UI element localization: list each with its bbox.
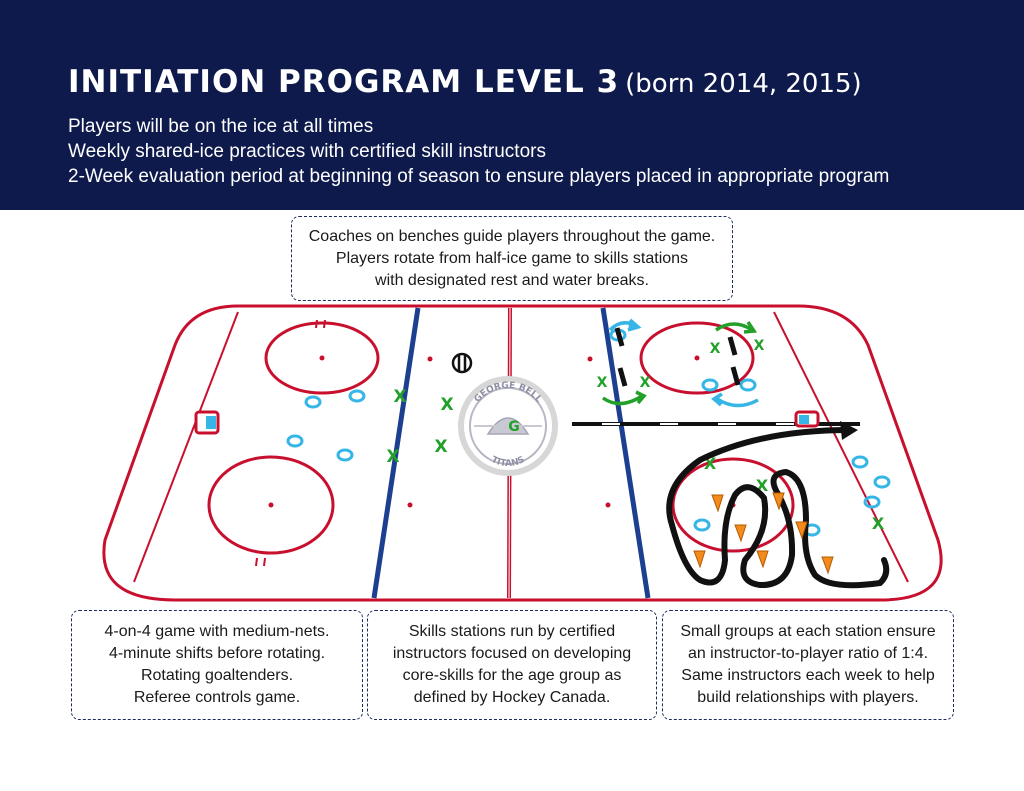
- center-player-marker: G: [508, 419, 520, 435]
- callout-line: build relationships with players.: [697, 689, 919, 706]
- logo-top-text: GEORGE BELL: [472, 380, 544, 405]
- callout-line: 4-on-4 game with medium-nets.: [104, 623, 330, 640]
- net-right-crease: [799, 415, 809, 424]
- player-x: X: [440, 395, 454, 415]
- player-x: X: [596, 375, 608, 391]
- callout-bottom-right: [662, 610, 954, 720]
- callout-line: instructors focused on developing: [392, 645, 632, 662]
- player-x: X: [434, 437, 448, 457]
- callout-line: with designated rest and water breaks.: [375, 271, 649, 289]
- callout-line: defined by Hockey Canada.: [413, 689, 611, 706]
- callout-top: [291, 216, 733, 301]
- callout-line: Referee controls game.: [133, 689, 301, 706]
- neutral-dot: [428, 357, 433, 362]
- net-left-crease: [206, 416, 216, 429]
- player-x: X: [639, 375, 651, 391]
- logo-bottom-text: TITANS: [489, 454, 527, 470]
- callout-line: core-skills for the age group as: [402, 667, 622, 684]
- faceoff-dot: [695, 356, 700, 361]
- callout-line: an instructor-to-player ratio of 1:4.: [687, 645, 929, 662]
- faceoff-dot: [320, 356, 325, 361]
- player-x: X: [753, 338, 765, 354]
- callout-line: Small groups at each station ensure: [680, 623, 936, 640]
- callout-bottom-left: [71, 610, 363, 720]
- neutral-dot: [606, 503, 611, 508]
- callout-line: 4-minute shifts before rotating.: [108, 645, 326, 662]
- bullet-line: Weekly shared-ice practices with certified skill instructors: [68, 141, 546, 162]
- title-main: INITIATION PROGRAM LEVEL 3: [68, 64, 620, 100]
- neutral-dot: [408, 503, 413, 508]
- player-x: X: [871, 514, 885, 533]
- title-subtitle: (born 2014, 2015): [625, 69, 862, 99]
- player-x: X: [703, 454, 717, 473]
- player-x: X: [393, 387, 407, 407]
- callout-line: Coaches on benches guide players throughout the game.: [308, 227, 716, 245]
- bullet-line: 2-Week evaluation period at beginning of season to ensure players placed in appropriate program: [68, 166, 890, 187]
- callout-line: Players rotate from half-ice game to skills stations: [335, 249, 689, 267]
- player-x: X: [386, 447, 400, 467]
- callout-bottom-center: [367, 610, 657, 720]
- neutral-dot: [588, 357, 593, 362]
- callout-line: Skills stations run by certified: [408, 623, 616, 640]
- faceoff-dot: [269, 503, 274, 508]
- referee-icon: [453, 354, 471, 372]
- player-x: X: [755, 476, 769, 495]
- bullet-line: Players will be on the ice at all times: [68, 116, 374, 137]
- callout-line: Rotating goaltenders.: [140, 667, 294, 684]
- player-x: X: [709, 341, 721, 357]
- callout-line: Same instructors each week to help: [681, 667, 935, 684]
